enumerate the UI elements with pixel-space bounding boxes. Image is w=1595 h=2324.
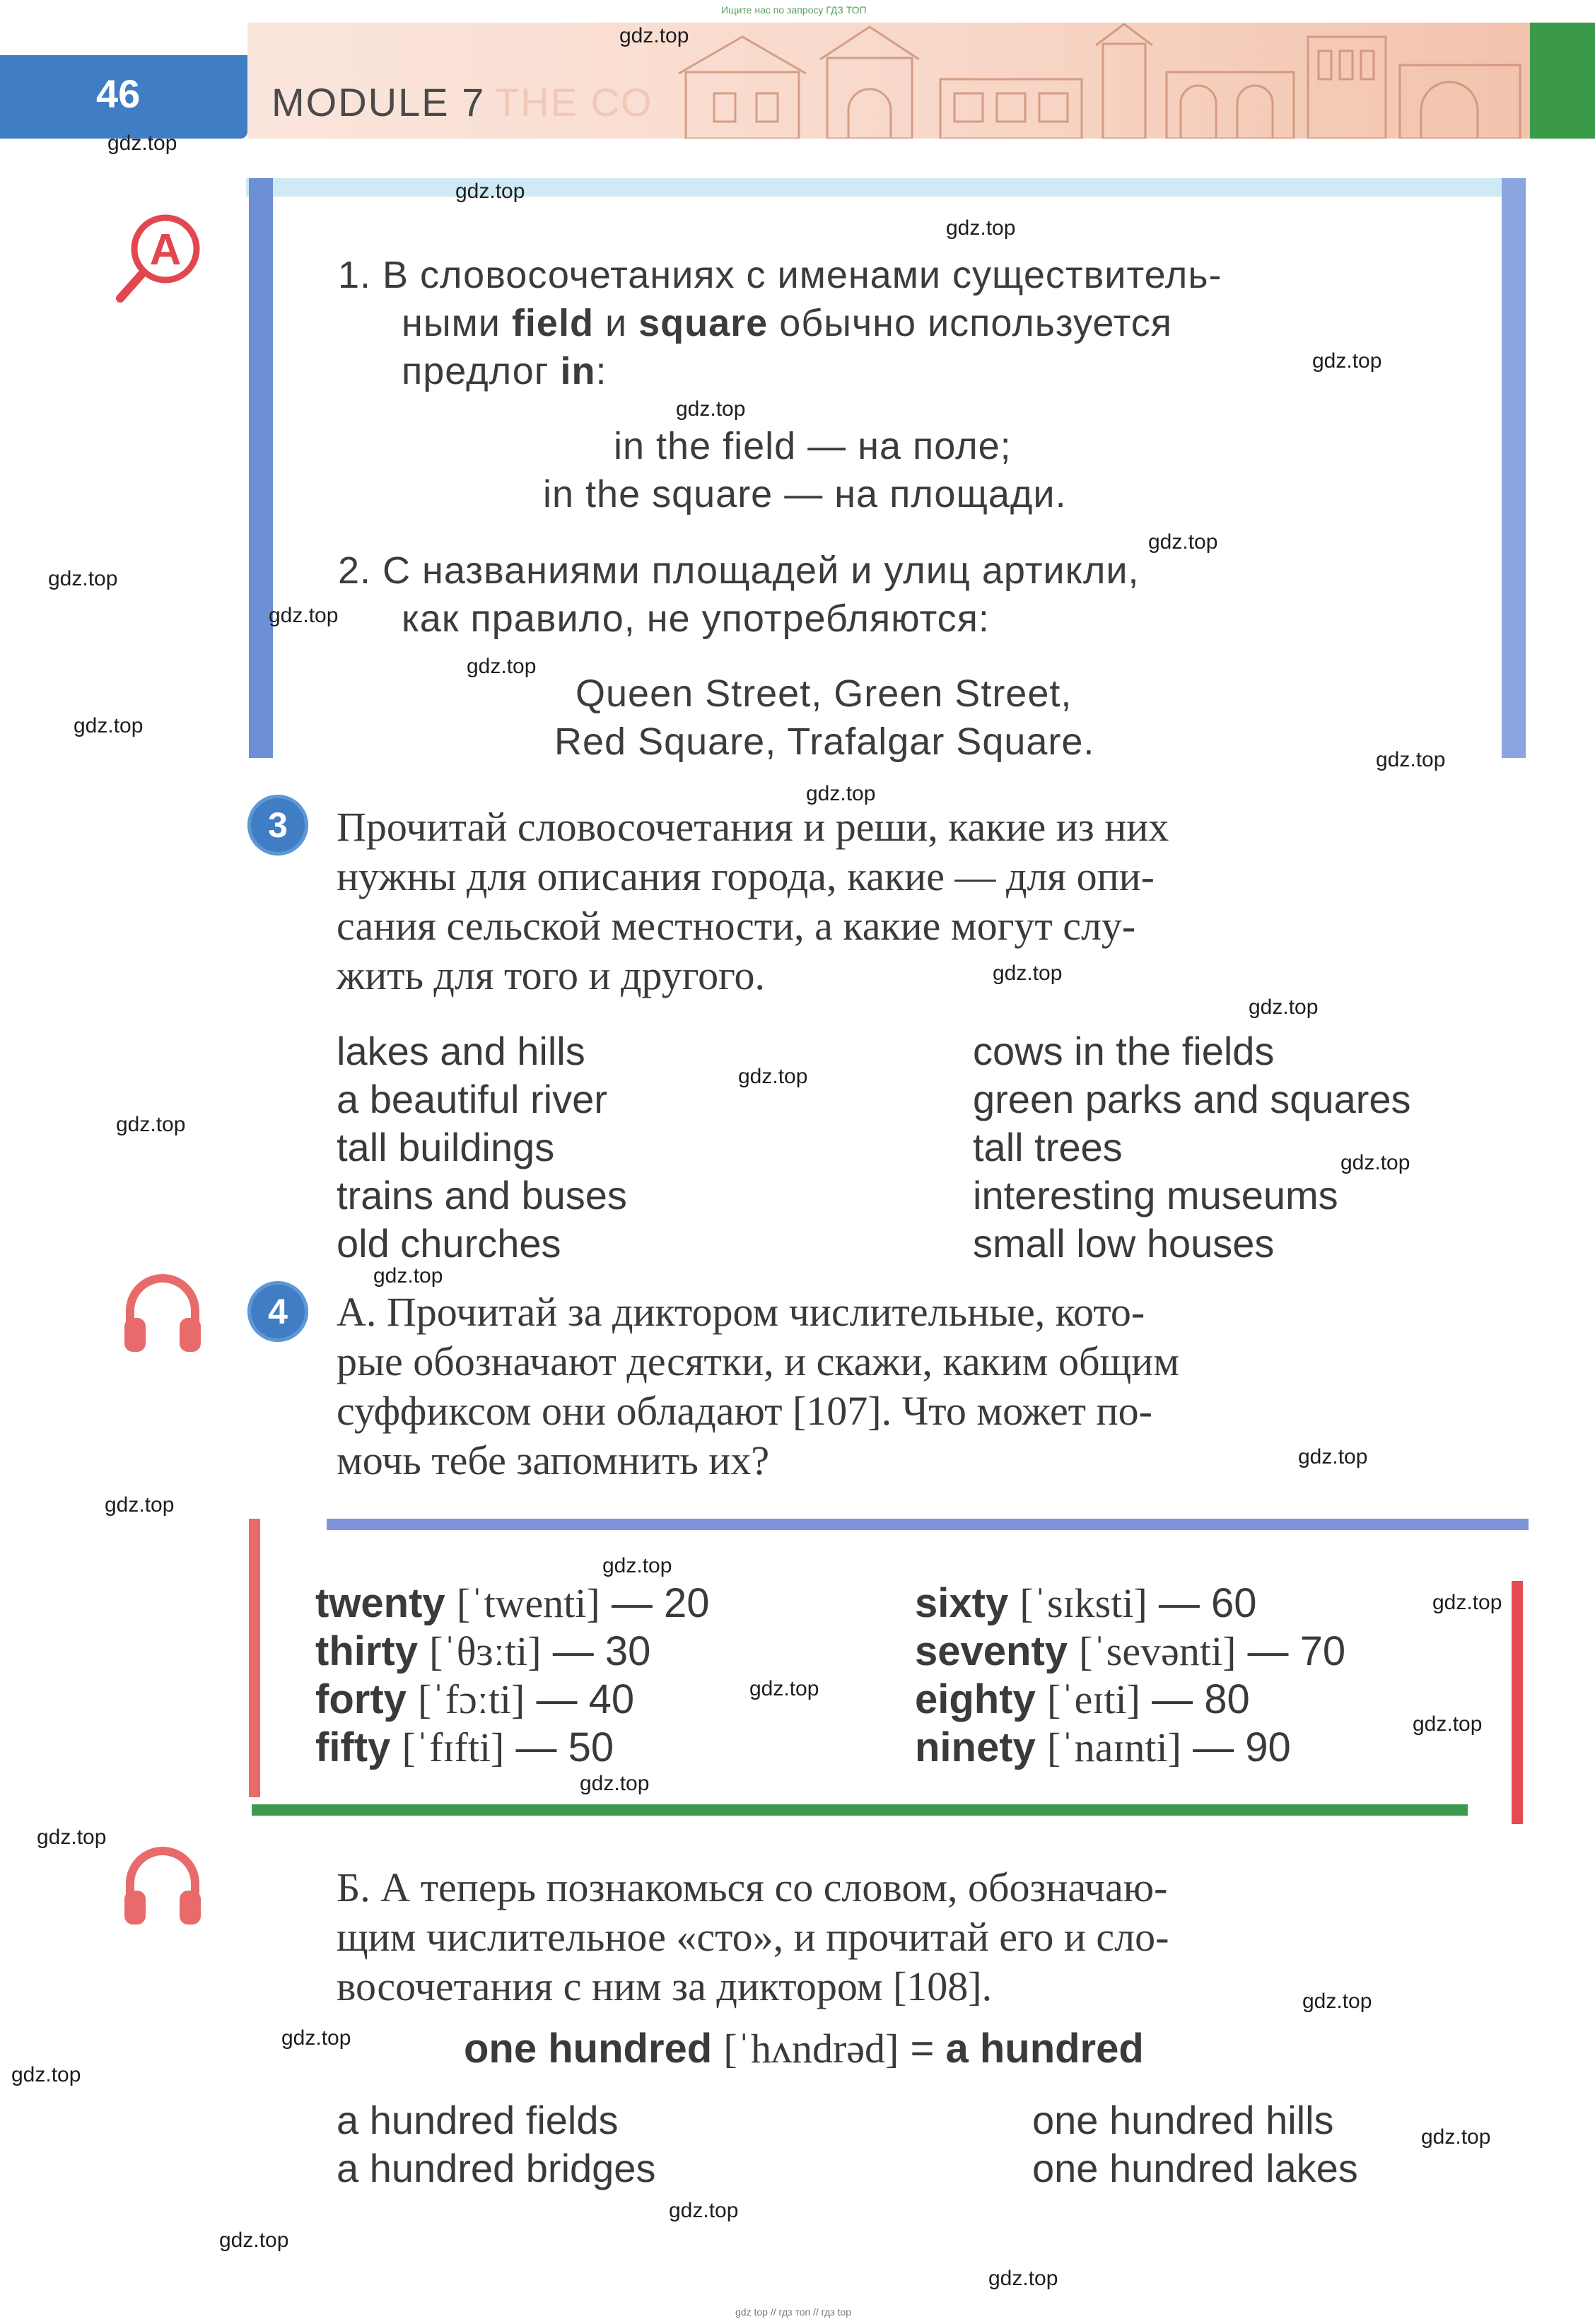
rule-box-right-border [1502, 178, 1526, 758]
footer-watermark: gdz top // гдз топ // гдз top [735, 2306, 852, 2318]
watermark: gdz.top [806, 782, 876, 805]
hundred-phrase-left-2: a hundred bridges [337, 2146, 656, 2190]
rule-line-3: предлог in: [402, 350, 607, 392]
phrase-right-3: tall trees [973, 1125, 1123, 1169]
watermark: gdz.top [1298, 1445, 1368, 1468]
number-row-90: ninety [ˈnaɪnti] — 90 [915, 1724, 1291, 1770]
watermark: gdz.top [619, 24, 689, 47]
rule-line-4: 2. С названиями площадей и улиц артикли, [338, 549, 1140, 592]
exercise-3-line-2: нужны для описания города, какие — для опи- [337, 853, 1155, 899]
watermark: gdz.top [105, 1493, 175, 1517]
exercise-4-line-3: суффиксом они обладают [107]. Что может по- [337, 1388, 1152, 1434]
watermark: gdz.top [219, 2229, 289, 2252]
number-row-70: seventy [ˈsevənti] — 70 [915, 1628, 1346, 1674]
watermark: gdz.top [1148, 530, 1218, 554]
watermark: gdz.top [993, 962, 1063, 985]
watermark: gdz.top [1249, 995, 1319, 1019]
watermark: gdz.top [676, 397, 746, 421]
rule-line-5: как правило, не употребляются: [402, 597, 990, 640]
watermark: gdz.top [1340, 1151, 1410, 1174]
green-side-tab [1530, 23, 1595, 139]
module-ghost-title: THE CO [495, 80, 653, 124]
module-title: MODULE 7 [271, 80, 486, 124]
headphones-icon[interactable] [120, 1843, 205, 1931]
number-row-60: sixty [ˈsɪksti] — 60 [915, 1580, 1257, 1626]
hundred-phrase-left-1: a hundred fields [337, 2098, 619, 2142]
numbers-box-right-border [1512, 1581, 1523, 1824]
rule-example-1: in the field — на поле; [614, 425, 1012, 467]
hundred-phrase-right-1: one hundred hills [1032, 2098, 1334, 2142]
watermark: gdz.top [738, 1065, 808, 1088]
number-row-30: thirty [ˈθɜːti] — 30 [315, 1628, 651, 1674]
exercise-3-line-1: Прочитай словосочетания и реши, какие из них [337, 804, 1169, 850]
rule-line-2: ными field и square обычно используется [402, 302, 1173, 344]
watermark: gdz.top [1376, 748, 1446, 771]
rule-box-top-border [246, 178, 1526, 197]
search-hint: Ищите нас по запросу ГДЗ ТОП [721, 4, 867, 16]
watermark: gdz.top [1312, 349, 1382, 373]
watermark: gdz.top [373, 1264, 443, 1287]
phrase-right-4: interesting museums [973, 1173, 1338, 1218]
watermark: gdz.top [116, 1113, 186, 1136]
watermark: gdz.top [467, 655, 537, 678]
page-number: 46 [96, 71, 141, 116]
rule-example-2: in the square — на площади. [543, 473, 1067, 515]
watermark: gdz.top [946, 216, 1016, 240]
phrase-left-4: trains and buses [337, 1173, 627, 1218]
watermark: gdz.top [988, 2267, 1058, 2290]
exercise-3-number: 3 [247, 795, 308, 856]
watermark: gdz.top [1413, 1712, 1483, 1736]
watermark: gdz.top [48, 567, 118, 590]
watermark: gdz.top [281, 2026, 351, 2050]
phrase-left-3: tall buildings [337, 1125, 555, 1169]
rule-example-4: Red Square, Trafalgar Square. [554, 720, 1095, 763]
watermark: gdz.top [580, 1772, 650, 1795]
number-row-80: eighty [ˈeɪti] — 80 [915, 1676, 1250, 1722]
watermark: gdz.top [455, 180, 525, 203]
numbers-box-top-border [327, 1519, 1529, 1530]
exercise-4b-line-1: Б. А теперь познакомься со словом, обозначаю- [337, 1864, 1168, 1910]
headphones-icon[interactable] [120, 1270, 205, 1358]
watermark: gdz.top [1421, 2125, 1491, 2149]
watermark: gdz.top [1302, 1990, 1372, 2013]
exercise-4-number: 4 [247, 1281, 308, 1342]
exercise-4-line-1: А. Прочитай за диктором числительные, кото- [337, 1289, 1145, 1335]
hundred-phrase-right-2: one hundred lakes [1032, 2146, 1358, 2190]
exercise-4b-line-2: щим числительное «сто», и прочитай его и сло- [337, 1914, 1169, 1960]
phrase-left-1: lakes and hills [337, 1029, 585, 1073]
rule-box-left-border [249, 178, 273, 758]
phrase-right-5: small low houses [973, 1221, 1275, 1266]
watermark: gdz.top [74, 714, 144, 737]
magnifier-letter-icon [113, 212, 205, 308]
exercise-3-line-3: сания сельской местности, а какие могут слу- [337, 903, 1136, 949]
hundred-definition: one hundred [ˈhʌndrəd] = a hundred [464, 2026, 1144, 2072]
watermark: gdz.top [669, 2199, 739, 2222]
watermark: gdz.top [602, 1554, 672, 1577]
magnifier-letter: A [149, 226, 182, 274]
watermark: gdz.top [11, 2063, 81, 2086]
watermark: gdz.top [269, 604, 339, 627]
phrase-left-2: a beautiful river [337, 1077, 607, 1121]
phrase-right-2: green parks and squares [973, 1077, 1411, 1121]
watermark: gdz.top [749, 1677, 819, 1700]
number-row-20: twenty [ˈtwenti] — 20 [315, 1580, 710, 1626]
number-row-40: forty [ˈfɔːti] — 40 [315, 1676, 635, 1722]
phrase-right-1: cows in the fields [973, 1029, 1275, 1073]
exercise-4b-line-3: восочетания с ним за диктором [108]. [337, 1963, 993, 2009]
watermark: gdz.top [37, 1826, 107, 1849]
phrase-left-5: old churches [337, 1221, 561, 1266]
number-row-50: fifty [ˈfɪfti] — 50 [315, 1724, 614, 1770]
numbers-box-left-border [249, 1519, 260, 1797]
exercise-3-line-4: жить для того и другого. [337, 952, 765, 998]
rule-example-3: Queen Street, Green Street, [576, 672, 1073, 715]
exercise-4-line-2: рые обозначают десятки, и скажи, каким общим [337, 1338, 1179, 1384]
exercise-4-line-4: мочь тебе запомнить их? [337, 1437, 770, 1483]
rule-line-1: 1. В словосочетаниях с именами существитель- [338, 254, 1222, 296]
watermark: gdz.top [1432, 1591, 1502, 1614]
numbers-box-bottom-border [252, 1804, 1468, 1816]
watermark: gdz.top [107, 132, 177, 155]
